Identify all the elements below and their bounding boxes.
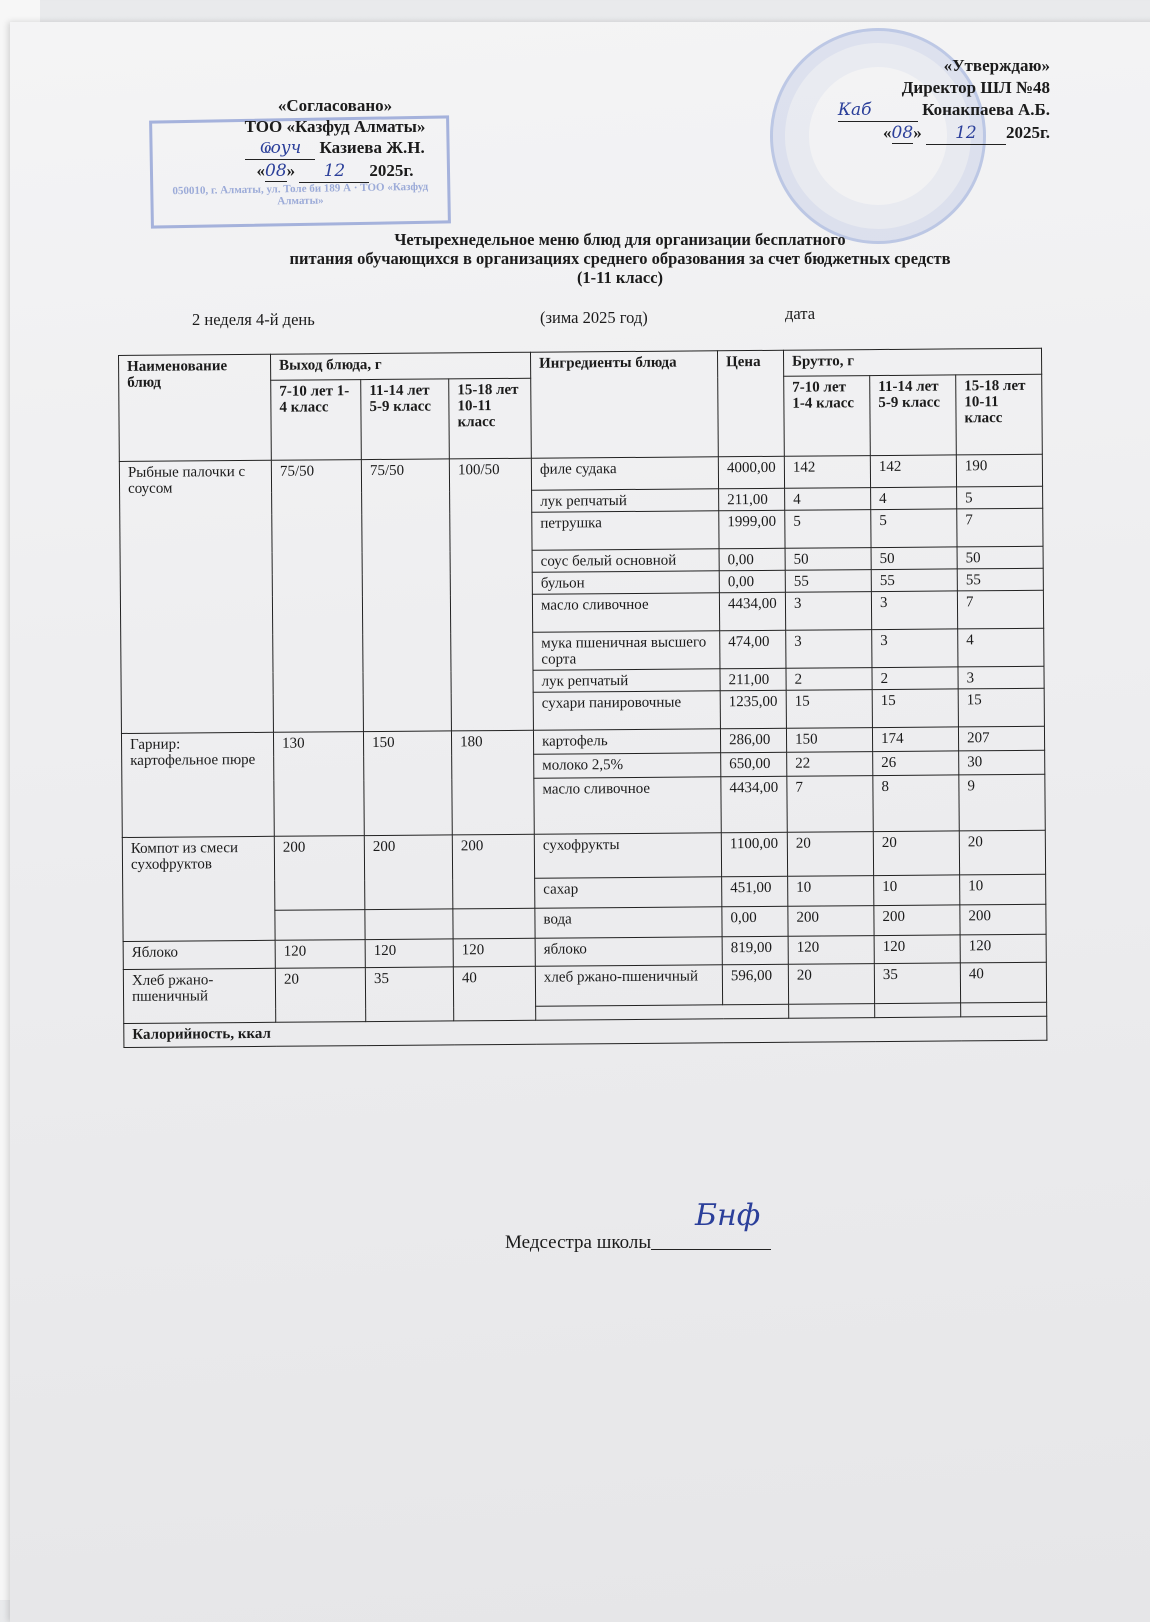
ingredient-name: яблоко — [535, 937, 722, 966]
date-label: дата — [785, 304, 816, 323]
dish-yield: 200 — [452, 834, 535, 909]
agreed-date: «08» 12 2025г. — [256, 161, 414, 181]
empty-yield-cell — [453, 908, 535, 939]
dish-name: Компот из смеси сухофруктов — [122, 836, 275, 941]
ingredient-brutto: 7 — [787, 776, 873, 833]
ingredient-brutto: 142 — [870, 455, 956, 488]
ingredient-brutto: 3 — [872, 629, 958, 668]
nurse-signature: Бнф — [695, 1198, 761, 1233]
ingredient-brutto: 200 — [788, 906, 874, 937]
ingredient-price: 1100,00 — [721, 832, 787, 877]
header-brutto-group-3: 15-18 лет 10-11 класс — [956, 374, 1043, 455]
dish-yield: 120 — [365, 939, 453, 968]
ingredient-name: масло сливочное — [532, 593, 719, 632]
empty-cell — [961, 1002, 1047, 1017]
ingredient-brutto: 3 — [786, 630, 872, 669]
header-ingredients: Ингредиенты блюда — [530, 351, 718, 458]
ingredient-brutto: 40 — [960, 962, 1046, 1003]
dish-yield: 180 — [451, 730, 534, 835]
dish-yield: 120 — [453, 938, 535, 967]
header-yield-group-3: 15-18 лет 10-11 класс — [449, 378, 532, 459]
ingredient-brutto: 10 — [788, 876, 874, 907]
ingredient-brutto: 4 — [785, 488, 871, 511]
ingredient-brutto: 15 — [958, 688, 1044, 727]
header-dish-name: Наименование блюд — [119, 354, 272, 461]
ingredient-brutto: 7 — [957, 508, 1043, 547]
approve-date-year: 2025г. — [1005, 123, 1050, 142]
nurse-signature-line — [505, 1232, 771, 1254]
ingredient-brutto: 26 — [873, 751, 959, 776]
ingredient-brutto: 5 — [957, 486, 1043, 509]
ingredient-name: лук репчатый — [533, 669, 720, 692]
ingredient-price: 1999,00 — [719, 510, 785, 549]
ingredient-price: 4434,00 — [721, 776, 787, 833]
dish-yield: 35 — [365, 967, 453, 1022]
ingredient-price: 474,00 — [720, 630, 786, 669]
dish-name: Гарнир: картофельное пюре — [121, 732, 274, 837]
approve-heading: «Утверждаю» — [943, 56, 1050, 75]
empty-yield-cell — [365, 909, 453, 940]
dish-yield: 75/50 — [271, 460, 363, 733]
ingredient-name: соус белый основной — [532, 549, 719, 572]
ingredient-brutto: 207 — [958, 726, 1044, 751]
ingredient-price: 0,00 — [719, 570, 785, 593]
ingredient-name: петрушка — [532, 511, 719, 550]
ingredient-brutto: 15 — [872, 689, 958, 728]
ingredient-brutto: 2 — [872, 667, 958, 690]
approval-approve-block — [790, 55, 1050, 145]
dish-name: Хлеб ржано-пшеничный — [123, 968, 275, 1023]
ingredient-brutto: 120 — [874, 935, 960, 964]
ingredient-brutto: 10 — [874, 875, 960, 906]
approve-date: «08» 12 2025г. — [883, 123, 1050, 143]
approve-date-month: 12 — [926, 122, 1006, 145]
ingredient-price: 819,00 — [722, 936, 788, 965]
ingredient-price: 596,00 — [722, 964, 788, 1005]
ingredient-brutto: 7 — [957, 590, 1043, 629]
ingredient-brutto: 50 — [785, 548, 871, 571]
ingredient-name: масло сливочное — [534, 777, 721, 834]
menu-table — [118, 348, 1047, 1048]
ingredient-brutto: 5 — [785, 510, 871, 549]
ingredient-brutto: 55 — [957, 568, 1043, 591]
ingredient-price: 0,00 — [722, 906, 788, 937]
header-yield: Выход блюда, г — [270, 352, 530, 380]
dish-yield: 150 — [363, 731, 452, 836]
header-brutto: Брутто, г — [783, 348, 1041, 376]
ingredient-name: филе судака — [531, 457, 718, 490]
ingredient-brutto: 15 — [786, 690, 872, 729]
ingredient-price: 650,00 — [721, 752, 787, 777]
ingredient-brutto: 120 — [960, 934, 1046, 963]
ingredient-brutto: 20 — [959, 830, 1045, 875]
ingredient-brutto: 142 — [784, 456, 870, 489]
calories-label: Калорийность, ккал — [124, 1016, 1047, 1047]
ingredient-name: бульон — [532, 571, 719, 594]
ingredient-name: вода — [535, 907, 722, 938]
dish-name: Рыбные палочки с соусом — [119, 460, 273, 733]
ingredient-brutto: 50 — [871, 547, 957, 570]
week-day-label: 2 неделя 4-й день — [192, 310, 315, 329]
ingredient-price: 4434,00 — [719, 592, 785, 631]
nurse-label: Медсестра школы — [505, 1232, 652, 1253]
stamp-text: 050010, г. Алматы, ул. Толе би 189 А · ТОО «Казфуд Алматы» — [172, 180, 429, 208]
ingredient-brutto: 10 — [960, 874, 1046, 905]
ingredient-price: 0,00 — [719, 548, 785, 571]
title-line-3: (1-11 класс) — [576, 268, 664, 287]
dish-yield: 200 — [274, 836, 365, 911]
dish-yield: 100/50 — [449, 458, 533, 731]
ingredient-brutto: 3 — [785, 592, 871, 631]
ingredient-price: 1235,00 — [720, 690, 786, 729]
approve-signature: Каб — [838, 99, 918, 122]
document-title — [190, 230, 1050, 287]
ingredient-name: молоко 2,5% — [534, 753, 721, 778]
ingredient-brutto: 190 — [956, 454, 1042, 487]
ingredient-price: 211,00 — [720, 668, 786, 691]
ingredient-price: 211,00 — [719, 488, 785, 511]
ingredient-brutto: 2 — [786, 668, 872, 691]
ingredient-brutto: 5 — [871, 509, 957, 548]
empty-cell — [875, 1003, 961, 1018]
ingredient-brutto: 4 — [958, 628, 1044, 667]
season-label: (зима 2025 год) — [540, 308, 648, 327]
ingredient-brutto: 20 — [873, 831, 959, 876]
dish-yield: 120 — [275, 940, 365, 969]
ingredient-brutto: 174 — [872, 727, 958, 752]
ingredient-name: картофель — [533, 729, 720, 754]
header-price: Цена — [717, 350, 784, 457]
ingredient-brutto: 22 — [787, 752, 873, 777]
dish-yield: 200 — [364, 835, 453, 910]
ingredient-brutto: 8 — [873, 775, 959, 832]
agreed-date-year: 2025г. — [369, 161, 414, 180]
approve-signer: Конакпаева А.Б. — [922, 100, 1050, 119]
dish-yield: 20 — [275, 968, 365, 1023]
header-yield-group-1: 7-10 лет 1-4 класс — [271, 380, 362, 461]
dish-yield: 75/50 — [361, 459, 451, 732]
dish-yield: 130 — [273, 732, 364, 837]
agreed-signer: Казиева Ж.Н. — [319, 138, 425, 157]
ingredient-price: 451,00 — [722, 876, 788, 907]
ingredient-brutto: 200 — [874, 905, 960, 936]
ingredient-brutto: 120 — [788, 936, 874, 965]
ingredient-brutto: 3 — [871, 591, 957, 630]
agreed-signature: Ҩоуч — [245, 138, 315, 160]
agreed-signer-line — [190, 137, 480, 160]
title-line-2: питания обучающихся в организациях среднего образования за счет бюджетных средств — [289, 249, 951, 268]
empty-cell — [789, 1004, 875, 1019]
approve-position: Директор ШЛ №48 — [901, 78, 1050, 97]
approve-signer-line — [790, 99, 1050, 122]
header-brutto-group-2: 11-14 лет 5-9 класс — [870, 375, 957, 456]
approve-date-day: 08 — [891, 123, 914, 143]
agreed-org: ТОО «Казфуд Алматы» — [244, 117, 426, 136]
ingredient-brutto: 150 — [786, 728, 872, 753]
agreed-date-month: 12 — [299, 161, 369, 183]
title-line-1: Четырехнедельное меню блюд для организации бесплатного — [394, 230, 846, 249]
ingredient-name: сухофрукты — [534, 833, 721, 878]
ingredient-brutto: 30 — [959, 750, 1045, 775]
ingredient-name: хлеб ржано-пшеничный — [535, 965, 722, 1006]
ingredient-brutto: 20 — [788, 964, 874, 1005]
ingredient-brutto: 9 — [959, 774, 1045, 831]
ingredient-brutto: 20 — [787, 832, 873, 877]
ingredient-price: 4000,00 — [718, 456, 784, 489]
approval-agreed-block — [190, 95, 480, 183]
table-row — [122, 830, 1045, 881]
ingredient-brutto: 35 — [874, 963, 960, 1004]
ingredient-brutto: 200 — [960, 904, 1046, 935]
ingredient-name: лук репчатый — [532, 489, 719, 512]
ingredient-brutto: 4 — [871, 487, 957, 510]
empty-yield-cell — [275, 910, 365, 941]
ingredient-brutto: 55 — [785, 570, 871, 593]
ingredient-brutto: 50 — [957, 546, 1043, 569]
ingredient-name: сахар — [535, 877, 722, 908]
dish-yield: 40 — [453, 966, 535, 1021]
agreed-date-day: 08 — [265, 161, 287, 181]
signature-underline — [651, 1249, 771, 1250]
ingredient-brutto: 3 — [958, 666, 1044, 689]
dish-name: Яблоко — [123, 940, 275, 969]
header-brutto-group-1: 7-10 лет 1-4 класс — [784, 376, 871, 457]
ingredient-brutto: 55 — [871, 569, 957, 592]
agreed-heading: «Согласовано» — [277, 96, 393, 115]
ingredient-name: мука пшеничная высшего сорта — [533, 631, 720, 670]
ingredient-price: 286,00 — [720, 728, 786, 753]
header-yield-group-2: 11-14 лет 5-9 класс — [361, 379, 450, 460]
ingredient-name: сухари панировочные — [533, 691, 720, 730]
